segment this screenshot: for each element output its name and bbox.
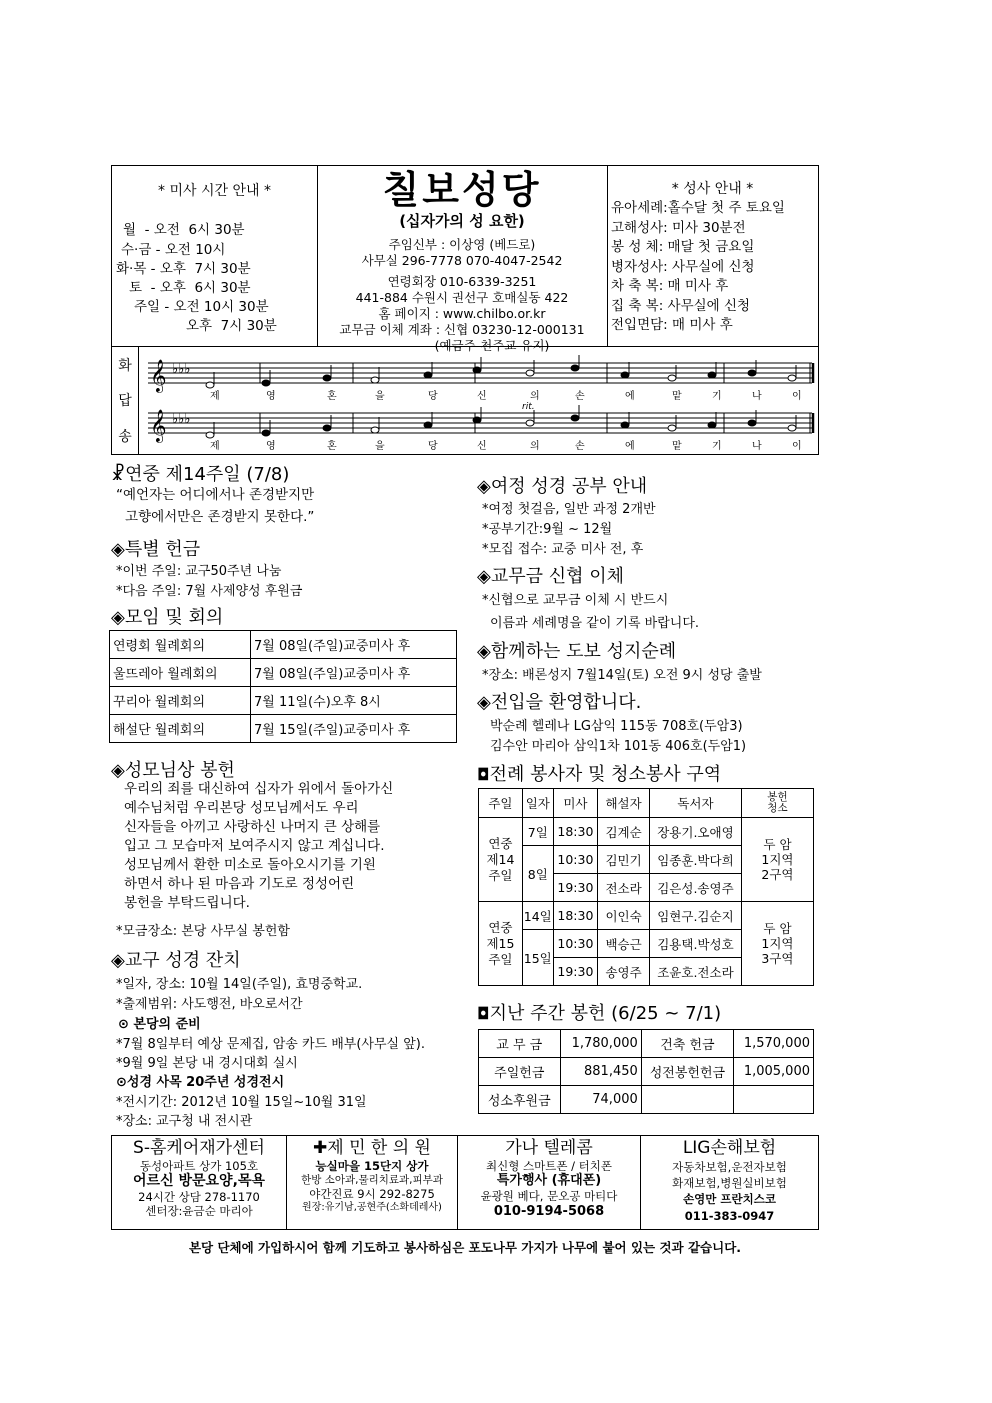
- offering-cell: 1,570,000: [734, 1030, 814, 1058]
- offering-cell: 성소후원금: [479, 1086, 561, 1114]
- meeting-name: 꾸리아 월례회의: [110, 687, 251, 715]
- treble-clef-icon: 𝄞: [150, 359, 167, 392]
- service-sunday: 연중 제14 주일: [479, 818, 523, 902]
- note-head: [748, 420, 756, 426]
- note-head: [526, 370, 534, 376]
- statue-line: 우리의 죄를 대신하여 십자가 위에서 돌아가신: [124, 781, 394, 797]
- service-header: 일자: [522, 789, 553, 818]
- offering-cell: [734, 1086, 814, 1114]
- mass-times-title: * 미사 시간 안내 *: [158, 183, 271, 199]
- church-address: 441-884 수원시 권선구 호매실동 422: [355, 290, 569, 305]
- gospel-quote-line: 고향에서만은 존경받지 못한다.”: [125, 509, 315, 525]
- ad-insurance: [641, 1136, 818, 1229]
- sacrament-row: 병자성사: 사무실에 신청: [611, 258, 755, 275]
- mass-time-row: 화·목 - 오후 7시 30분: [116, 261, 251, 277]
- offering-cell: 교 무 금: [479, 1030, 561, 1058]
- account-line: 교무금 이체 계좌 : 신협 03230-12-000131: [339, 322, 585, 337]
- service-commentator: 전소라: [598, 874, 650, 902]
- ad-homecare: [112, 1136, 287, 1229]
- service-readers: 김용택.박성호: [650, 930, 742, 958]
- meeting-row: [110, 631, 457, 659]
- service-commentator: 백승근: [598, 930, 650, 958]
- footer-message: 본당 단체에 가입하시어 함께 기도하고 봉사하심은 포도나무 가지가 나무에 붙어 있는 것과 같습니다.: [188, 1240, 742, 1255]
- offering-cell: 주일헌금: [479, 1058, 561, 1086]
- ad-line: 야간진료 9시 292-8275: [309, 1187, 435, 1201]
- service-mass-time: 19:30: [553, 874, 597, 902]
- lyric-syllable: 당: [428, 441, 438, 452]
- meeting-time: 7월 11일(수)오후 8시: [251, 687, 457, 715]
- study-item: *여정 첫걸음, 일반 과정 2개반: [482, 502, 656, 517]
- welcome-title: ◈전입을 환영합니다.: [477, 692, 642, 713]
- sacrament-row: 전입면담: 매 미사 후: [611, 317, 733, 333]
- ad-clinic: [287, 1136, 458, 1229]
- offering-cell: 74,000: [560, 1086, 641, 1114]
- parish-prep-title: ⊙ 본당의 준비: [118, 1017, 201, 1032]
- note-head: [571, 415, 579, 421]
- ad-line: 센터장:윤금순 마리아: [145, 1204, 253, 1218]
- note-head: [788, 375, 796, 381]
- offering-row: [479, 1086, 814, 1114]
- offering-cell: 881,450: [560, 1058, 641, 1086]
- meeting-name: 연령회 월례회의: [110, 631, 251, 659]
- service-sunday: 연중 제15 주일: [479, 902, 523, 986]
- music-score: [140, 347, 816, 453]
- note-head: [473, 367, 481, 373]
- lyric-syllable: 신: [477, 441, 487, 452]
- note-head: [206, 382, 214, 388]
- lyric-syllable: 기: [712, 441, 722, 452]
- ad-line: 010-9194-5068: [493, 1204, 605, 1219]
- offering-cell: 성전봉헌헌금: [641, 1058, 733, 1086]
- statue-line: 신자들을 아끼고 사랑하신 나머지 큰 상해를: [124, 819, 381, 835]
- service-title: ◘전례 봉사자 및 청소봉사 구역: [477, 764, 722, 785]
- ad-line: 손영만 프란치스코: [683, 1192, 776, 1206]
- sacrament-row: 집 축 복: 사무실에 신청: [611, 297, 751, 314]
- statue-note: *모금장소: 본당 사무실 봉헌함: [116, 924, 290, 939]
- church-name: 칠보성당: [382, 167, 542, 212]
- lyric-syllable: 을: [375, 391, 385, 402]
- homepage-link[interactable]: 홈 페이지 : www.chilbo.or.kr: [378, 306, 546, 321]
- ad-line: 어르신 방문요양,목욕: [133, 1173, 265, 1189]
- council-phone: 연령회장 010-6339-3251: [387, 274, 537, 289]
- offering-item: *이번 주일: 교구50주년 나눔: [116, 564, 282, 579]
- ad-title: ✚제 민 한 의 원: [313, 1138, 431, 1158]
- bible-item: *일자, 장소: 10월 14일(주일), 효명중학교.: [116, 977, 363, 992]
- sacrament-row: 차 축 복: 매 미사 후: [611, 278, 729, 294]
- note-head: [571, 365, 579, 371]
- transfer-item: *신협으로 교무금 이체 시 반드시: [482, 593, 669, 608]
- pastor-line: 주임신부 : 이상영 (베드로): [388, 237, 536, 252]
- sacrament-row: 봉 성 체: 매달 첫 금요일: [611, 239, 755, 255]
- ad-line: 24시간 상담 278-1170: [138, 1190, 260, 1204]
- transfer-item: 이름과 세례명을 같이 기록 바랍니다.: [490, 616, 700, 631]
- service-mass-time: 19:30: [553, 958, 597, 986]
- service-row: [479, 818, 814, 846]
- ad-line: 능실마을 15단지 상가: [315, 1159, 429, 1173]
- lyric-syllable: 나: [752, 391, 762, 402]
- flat-sign-icon: ♭♭♭: [172, 362, 191, 377]
- pilgrimage-item: *장소: 배론성지 7월14일(토) 오전 9시 성당 출발: [482, 668, 762, 683]
- psalm-label-char: 답: [118, 393, 132, 410]
- offering-cell: 1,005,000: [734, 1058, 814, 1086]
- lyric-syllable: 의: [530, 441, 540, 452]
- service-commentator: 이인숙: [598, 902, 650, 930]
- note-head: [473, 417, 481, 423]
- statue-line: 입고 그 모습마저 보여주시지 않고 계십니다.: [124, 838, 385, 854]
- mass-time-row: 월 - 오전 6시 30분: [123, 222, 245, 238]
- lyric-syllable: 영: [266, 441, 276, 452]
- psalm-label-char: 송: [118, 429, 132, 446]
- responsorial-psalm: [111, 347, 819, 455]
- meetings-table: [109, 630, 457, 743]
- flat-sign-icon: ♭♭♭: [172, 412, 191, 427]
- lyric-syllable: 제: [210, 391, 220, 402]
- meeting-time: 7월 15일(주일)교중미사 후: [251, 715, 457, 743]
- service-readers: 임종훈.박다희: [650, 846, 742, 874]
- church-patron: (십자가의 성 요한): [399, 212, 525, 230]
- service-day: 15일: [522, 930, 553, 986]
- lyric-syllable: 손: [575, 391, 585, 402]
- service-cleaning: 두 암 1지역 2구역: [741, 818, 813, 902]
- ad-title: S-홈케어재가센터: [133, 1138, 265, 1158]
- lyric-syllable: 신: [477, 391, 487, 402]
- sacraments-title: * 성사 안내 *: [671, 181, 754, 197]
- ad-line: 최신형 스마트폰 / 터치폰: [486, 1159, 612, 1173]
- offering-cell: 1,780,000: [560, 1030, 641, 1058]
- church-info-panel: [317, 166, 608, 353]
- meeting-row: [110, 687, 457, 715]
- ad-line: 화재보험,병원실비보험: [672, 1176, 787, 1190]
- note-head: [424, 422, 432, 428]
- gospel-quote-line: “예언자는 어디에서나 존경받지만: [116, 487, 315, 503]
- service-day: 7일: [522, 818, 553, 846]
- note-head: [526, 420, 534, 426]
- note-head: [788, 425, 796, 431]
- ad-line: 원장:유기남,공현주(소화데레사): [302, 1202, 442, 1213]
- square-mark-icon: ◘: [477, 1004, 490, 1023]
- service-readers: 장용기.오애영: [650, 818, 742, 846]
- statue-line: 하면서 하나 된 마음과 기도로 정성어린: [124, 876, 355, 892]
- welcome-item: 김수안 마리아 삼익1차 101동 406호(두암1): [490, 739, 747, 754]
- service-readers: 임현구.김순지: [650, 902, 742, 930]
- note-head: [668, 375, 676, 381]
- prep-item: *7월 8일부터 예상 문제집, 암송 카드 배부(사무실 앞).: [116, 1037, 425, 1052]
- service-commentator: 김민기: [598, 846, 650, 874]
- meeting-name: 울뜨레아 월례회의: [110, 659, 251, 687]
- lyric-syllable: 을: [375, 441, 385, 452]
- lyric-syllable: 이: [792, 391, 802, 402]
- office-phone: 사무실 296-7778 070-4047-2542: [361, 253, 563, 268]
- mass-time-row: 수·금 - 오전 10시: [121, 242, 226, 258]
- service-readers: 조윤호.전소라: [650, 958, 742, 986]
- lyric-syllable: 에: [625, 391, 635, 402]
- mass-time-row: 오후 7시 30분: [186, 318, 277, 334]
- statue-line: 예수님처럼 우리본당 성모님께서도 우리: [124, 800, 359, 816]
- lyric-syllable: 제: [210, 441, 220, 452]
- sacrament-row: 유아세례:홀수달 첫 주 토요일: [611, 200, 785, 216]
- mass-time-row: 주일 - 오전 10시 30분: [134, 299, 269, 315]
- note-head: [708, 422, 716, 428]
- lyric-syllable: 기: [712, 391, 722, 402]
- special-offering-title: ◈특별 헌금: [111, 539, 201, 560]
- exhibit-item: *장소: 교구청 내 전시관: [116, 1114, 253, 1129]
- meeting-row: [110, 659, 457, 687]
- note-head: [371, 427, 379, 433]
- note-head: [621, 372, 629, 378]
- welcome-item: 박순례 헬레나 LG삼익 115동 708호(두암3): [490, 719, 743, 734]
- lyric-syllable: 영: [266, 391, 276, 402]
- ad-line: 011-383-0947: [684, 1209, 775, 1223]
- service-mass-time: 18:30: [553, 818, 597, 846]
- ad-telecom: [458, 1136, 641, 1229]
- exhibit-title: ⊙성경 사목 20주년 성경전시: [116, 1075, 285, 1090]
- service-header: 봉헌 청소: [741, 789, 813, 818]
- lyric-syllable: 맡: [672, 391, 682, 402]
- ad-line: 한방 소아과,물리치료과,피부과: [301, 1174, 443, 1186]
- ad-line: 윤광원 베다, 문오공 마티다: [480, 1189, 618, 1203]
- note-head: [748, 370, 756, 376]
- service-day: 14일: [522, 902, 553, 930]
- note-head: [323, 425, 331, 431]
- mass-time-row: 토 - 오후 6시 30분: [129, 280, 251, 296]
- service-mass-time: 18:30: [553, 902, 597, 930]
- service-readers: 김은성.송영주: [650, 874, 742, 902]
- ad-line: 자동차보험,운전자보험: [672, 1160, 787, 1174]
- sacrament-row: 고해성사: 미사 30분전: [611, 219, 746, 236]
- note-head: [262, 430, 270, 436]
- service-commentator: 김계순: [598, 818, 650, 846]
- service-header: 해설자: [598, 789, 650, 818]
- bulletin-header: [111, 165, 819, 353]
- bible-study-title: ◈여정 성경 공부 안내: [477, 476, 648, 497]
- meetings-title: ◈모임 및 회의: [111, 607, 224, 628]
- lyric-syllable: 에: [625, 441, 635, 452]
- lyric-syllable: 맡: [672, 441, 682, 452]
- lyric-syllable: 혼: [327, 391, 337, 402]
- sponsor-ads: [111, 1135, 819, 1230]
- service-header: 주일: [479, 789, 523, 818]
- service-mass-time: 10:30: [553, 930, 597, 958]
- offerings-table: [478, 1029, 814, 1114]
- service-day: 8일: [522, 846, 553, 902]
- offering-cell: 건축 헌금: [641, 1030, 733, 1058]
- study-item: *모집 접수: 교중 미사 전, 후: [482, 542, 644, 557]
- service-header: 미사: [553, 789, 597, 818]
- statue-paragraph: [124, 780, 393, 913]
- psalm-label-char: 화: [118, 357, 132, 374]
- ad-line: 특가행사 (휴대폰): [496, 1173, 602, 1188]
- service-table: [478, 788, 814, 986]
- study-item: *공부기간:9월 ~ 12월: [482, 522, 613, 537]
- lyric-syllable: 손: [575, 441, 585, 452]
- transfer-title: ◈교무금 신협 이체: [477, 566, 625, 587]
- sacraments-panel: [607, 166, 818, 346]
- ad-title: 가나 텔레콤: [505, 1138, 593, 1158]
- service-cleaning: 두 암 1지역 3구역: [741, 902, 813, 986]
- note-head: [668, 425, 676, 431]
- bible-contest-title: ◈교구 성경 잔치: [111, 950, 241, 971]
- meeting-row: [110, 715, 457, 743]
- exhibit-item: *전시기간: 2012년 10월 15일~10월 31일: [116, 1095, 367, 1110]
- offering-row: [479, 1030, 814, 1058]
- meeting-time: 7월 08일(주일)교중미사 후: [251, 659, 457, 687]
- pilgrimage-title: ◈함께하는 도보 성지순례: [477, 641, 677, 662]
- service-commentator: 송영주: [598, 958, 650, 986]
- bible-item: *출제범위: 사도행전, 바오로서간: [116, 997, 303, 1012]
- lyric-syllable: 이: [792, 441, 802, 452]
- note-head: [206, 432, 214, 438]
- mass-times-panel: [112, 166, 318, 346]
- lyric-syllable: 혼: [327, 441, 337, 452]
- statue-title: ◈성모님상 봉헌: [111, 760, 235, 781]
- note-head: [424, 372, 432, 378]
- lyric-syllable: 나: [752, 441, 762, 452]
- prep-item: *9월 9일 본당 내 경시대회 실시: [116, 1056, 298, 1071]
- treble-clef-icon: 𝄞: [150, 409, 167, 442]
- service-row: [479, 902, 814, 930]
- note-head: [708, 372, 716, 378]
- sunday-title: ☧연중 제14주일 (7/8): [111, 464, 290, 485]
- lyric-syllable: 의: [530, 391, 540, 402]
- note-head: [262, 380, 270, 386]
- square-mark-icon: ◘: [477, 765, 490, 784]
- offering-cell: [641, 1086, 733, 1114]
- service-header: 독서자: [650, 789, 742, 818]
- psalm-label: [112, 347, 139, 454]
- note-head: [371, 377, 379, 383]
- statue-line: 봉헌을 부탁드립니다.: [124, 895, 250, 911]
- ad-title: LIG손해보험: [682, 1138, 777, 1158]
- note-head: [621, 422, 629, 428]
- offering-row: [479, 1058, 814, 1086]
- offerings-title: ◘지난 주간 봉헌 (6/25 ~ 7/1): [477, 1003, 722, 1024]
- ritardando-mark: rit.: [522, 402, 535, 412]
- account-holder: (예금주-천주교 유지): [434, 338, 550, 353]
- lyric-syllable: 당: [428, 391, 438, 402]
- offering-item: *다음 주일: 7월 사제양성 후원금: [116, 584, 303, 599]
- service-mass-time: 10:30: [553, 846, 597, 874]
- statue-line: 성모님께서 환한 미소로 돌아오시기를 기원: [124, 857, 376, 873]
- note-head: [323, 375, 331, 381]
- ad-line: 동성아파트 상가 105호: [139, 1159, 259, 1173]
- meeting-name: 해설단 월례회의: [110, 715, 251, 743]
- meeting-time: 7월 08일(주일)교중미사 후: [251, 631, 457, 659]
- chi-rho-icon: ☧: [111, 464, 126, 485]
